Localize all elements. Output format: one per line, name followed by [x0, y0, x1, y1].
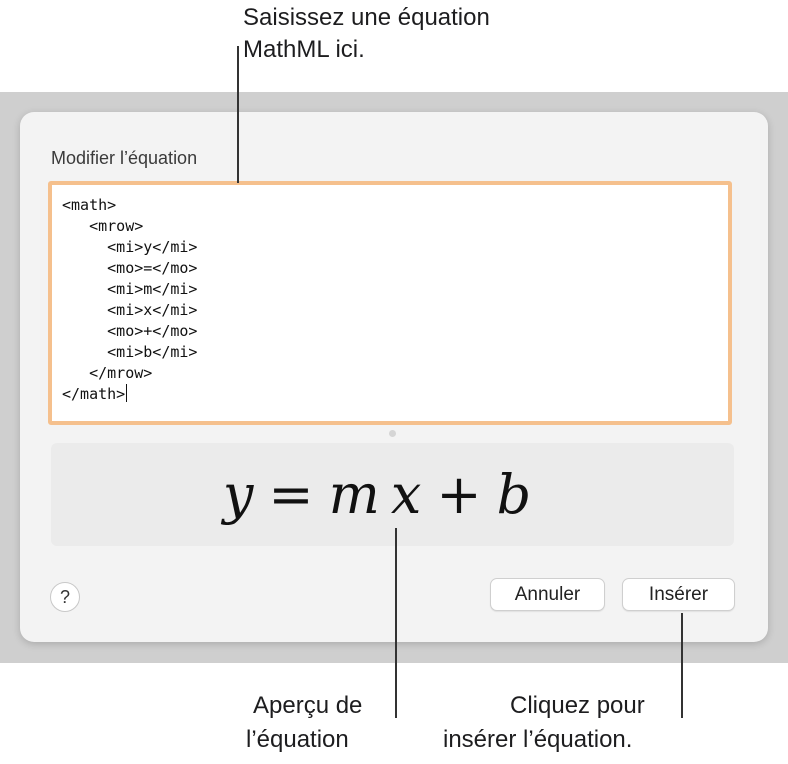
- resize-handle[interactable]: [389, 430, 396, 437]
- edit-equation-dialog: [20, 112, 768, 642]
- formula-equals: =: [268, 463, 315, 526]
- callout-input-line2: MathML ici.: [243, 36, 365, 63]
- dialog-title: Modifier l’équation: [51, 148, 198, 168]
- text-caret: [126, 384, 127, 402]
- formula-y: y: [222, 463, 255, 526]
- callout-insert-leader: [681, 613, 683, 718]
- help-button[interactable]: ?: [50, 582, 80, 612]
- callout-input-line1: Saisissez une équation: [243, 4, 490, 31]
- formula-plus: +: [436, 463, 483, 526]
- insert-button[interactable]: Insérer: [622, 578, 735, 611]
- formula-b: b: [496, 463, 533, 526]
- mathml-code: <math> <mrow> <mi>y</mi> <mo>=</mo> <mi>m</mi> <mi>x</mi> <mo>+</mo> <mi>b</mi> </mrow> </math>: [62, 196, 198, 403]
- preview-formula: [223, 463, 532, 526]
- formula-x: x: [390, 463, 423, 526]
- callout-preview-line2: l’équation: [246, 726, 349, 753]
- callout-preview-leader: [395, 528, 397, 718]
- equation-preview: [51, 443, 734, 546]
- callout-insert-line2: insérer l’équation.: [443, 726, 633, 753]
- callout-insert-line1: Cliquez pour: [510, 692, 645, 719]
- callout-preview-line1: Aperçu de: [253, 692, 363, 719]
- formula-m: m: [328, 463, 381, 526]
- cancel-button[interactable]: Annuler: [490, 578, 605, 611]
- callout-input-leader: [237, 46, 239, 183]
- mathml-input[interactable]: [48, 181, 732, 425]
